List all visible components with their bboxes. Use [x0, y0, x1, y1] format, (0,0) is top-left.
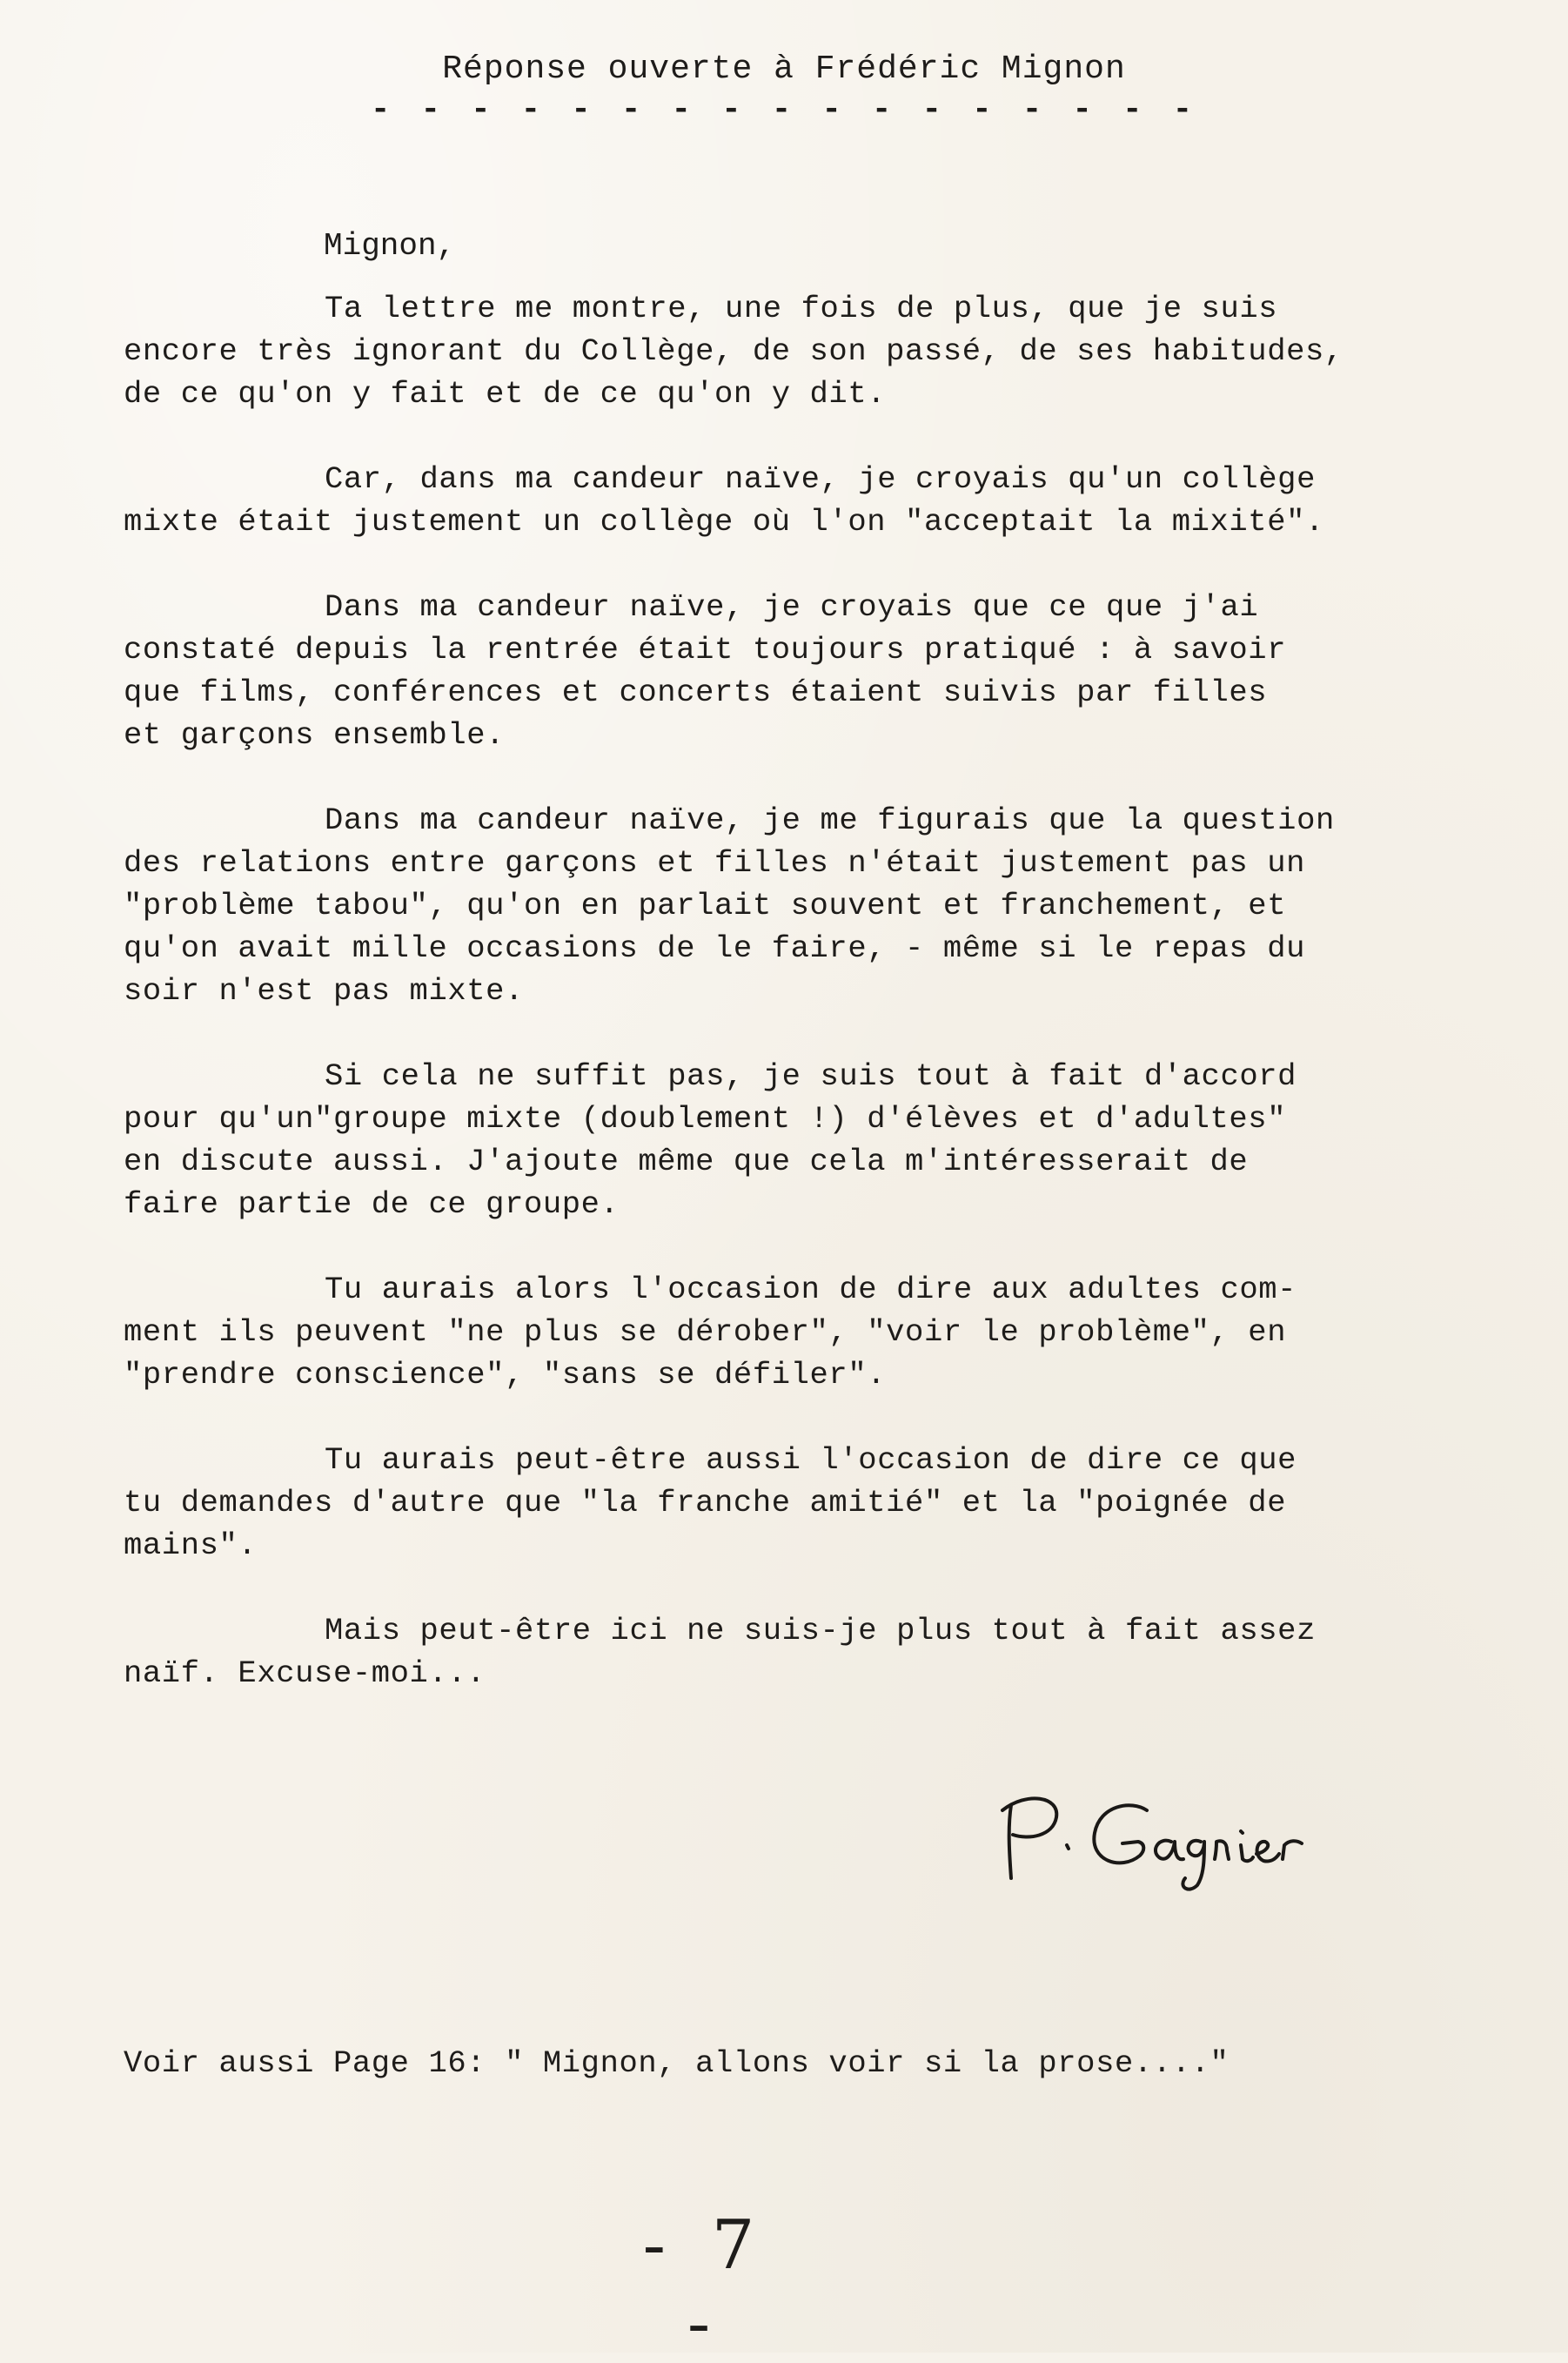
text-line: pour qu'un"groupe mixte (doublement !) d'élèves et d'adultes": [124, 1101, 1287, 1137]
text-line: Dans ma candeur naïve, je me figurais que la question: [325, 802, 1335, 838]
text-line: des relations entre garçons et filles n'était justement pas un: [124, 845, 1306, 881]
text-line: Mais peut-être ici ne suis-je plus tout à fait assez: [325, 1613, 1316, 1648]
paragraph: [124, 1439, 1429, 1567]
paragraph: [124, 799, 1429, 1012]
text-line: Dans ma candeur naïve, je croyais que ce que j'ai: [325, 589, 1259, 625]
text-line: qu'on avait mille occasions de le faire, - même si le repas du: [124, 930, 1306, 966]
letter-body: [124, 287, 1429, 1737]
text-line: Tu aurais alors l'occasion de dire aux adultes com-: [325, 1272, 1297, 1307]
text-line: faire partie de ce groupe.: [124, 1186, 620, 1222]
text-line: Car, dans ma candeur naïve, je croyais qu'un collège: [325, 461, 1316, 497]
page-number: - 7 -: [642, 2206, 767, 2363]
text-line: soir n'est pas mixte.: [124, 973, 524, 1009]
text-line: ment ils peuvent "ne plus se dérober", "voir le problème", en: [124, 1314, 1287, 1350]
letter-title: Réponse ouverte à Frédéric Mignon: [442, 50, 1126, 88]
paragraph: [124, 1268, 1429, 1396]
cross-reference-note: Voir aussi Page 16: " Mignon, allons voir si la prose....": [124, 2045, 1230, 2081]
text-line: mixte était justement un collège où l'on "acceptait la mixité".: [124, 504, 1324, 540]
text-line: encore très ignorant du Collège, de son passé, de ses habitudes,: [124, 333, 1344, 369]
text-line: que films, conférences et concerts étaient suivis par filles: [124, 675, 1268, 710]
text-line: "prendre conscience", "sans se défiler".: [124, 1357, 887, 1393]
paragraph: [124, 287, 1429, 415]
paragraph: [124, 1055, 1429, 1225]
text-line: et garçons ensemble.: [124, 717, 506, 753]
handwritten-signature: [992, 1784, 1323, 1897]
text-line: Ta lettre me montre, une fois de plus, que je suis: [325, 291, 1278, 326]
text-line: "problème tabou", qu'on en parlait souvent et franchement, et: [124, 888, 1287, 923]
paragraph: [124, 458, 1429, 543]
text-line: mains".: [124, 1527, 258, 1563]
text-line: Si cela ne suffit pas, je suis tout à fait d'accord: [325, 1058, 1297, 1094]
text-line: tu demandes d'autre que "la franche amitié" et la "poignée de: [124, 1485, 1287, 1521]
paragraph: [124, 586, 1429, 756]
title-underline: - - - - - - - - - - - - - - - - -: [370, 91, 1198, 129]
text-line: constaté depuis la rentrée était toujours pratiqué : à savoir: [124, 632, 1287, 668]
text-line: Tu aurais peut-être aussi l'occasion de dire ce que: [325, 1442, 1297, 1478]
paragraph: [124, 1609, 1429, 1695]
text-line: en discute aussi. J'ajoute même que cela m'intéresserait de: [124, 1144, 1249, 1179]
salutation: Mignon,: [324, 228, 456, 264]
text-line: naïf. Excuse-moi...: [124, 1655, 486, 1691]
text-line: de ce qu'on y fait et de ce qu'on y dit.: [124, 376, 887, 412]
